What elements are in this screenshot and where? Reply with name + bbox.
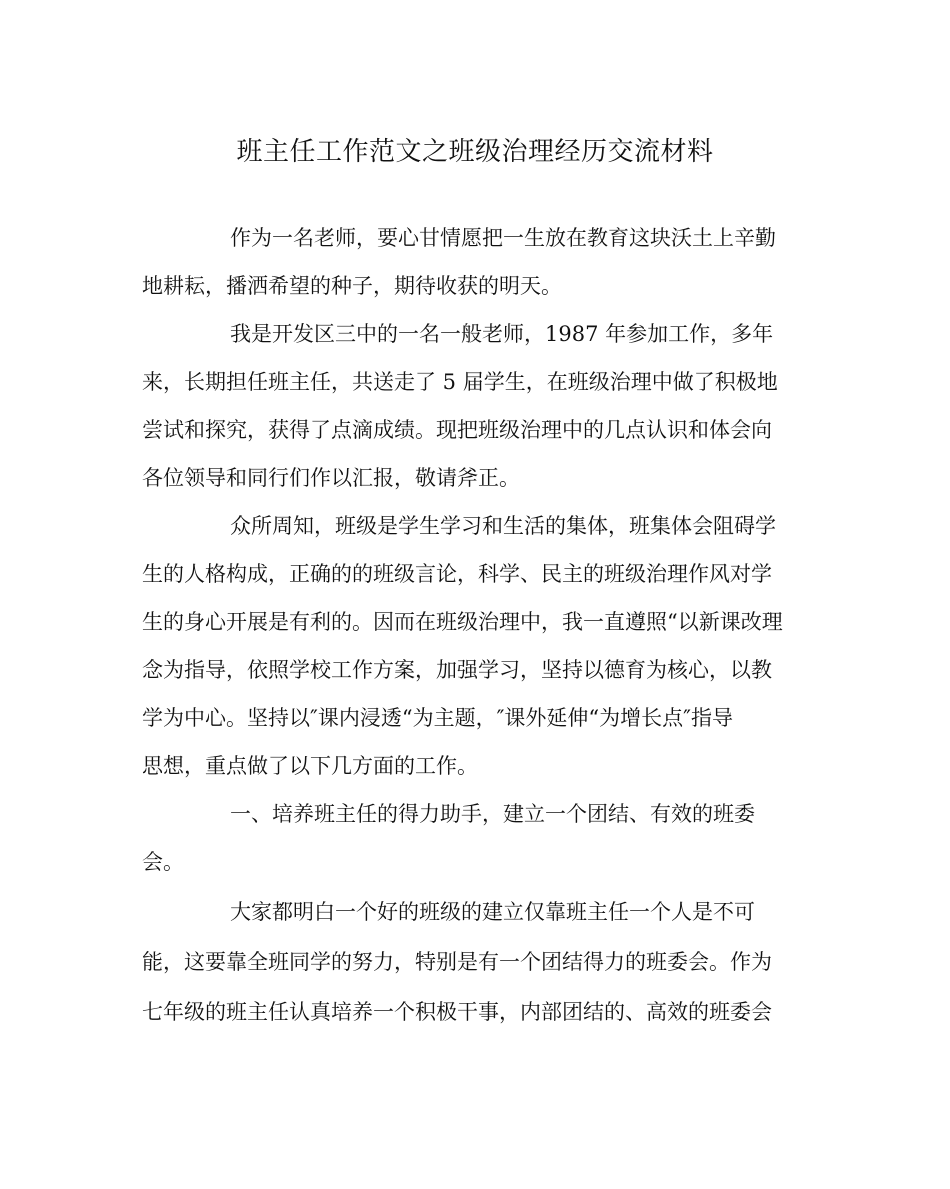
paragraph-line: 七年级的班主任认真培养一个积极干事，内部团结的、高效的班委会 bbox=[142, 1000, 772, 1024]
paragraph-line: 作为一名老师，要心甘情愿把一生放在教育这块沃土上辛勤 bbox=[230, 226, 776, 250]
paragraph-line: 来，长期担任班主任，共送走了 5 届学生，在班级治理中做了积极地 bbox=[142, 370, 778, 394]
paragraph-line: 能，这要靠全班同学的努力，特别是有一个团结得力的班委会。作为 bbox=[142, 950, 772, 974]
section-heading-line: 会。 bbox=[142, 850, 184, 874]
paragraph-line: 生的人格构成，正确的的班级言论，科学、民主的班级治理作风对学 bbox=[142, 562, 772, 586]
paragraph-line: 生的身心开展是有利的。因而在班级治理中，我一直遵照“以新课改理 bbox=[142, 610, 783, 634]
paragraph-line: 众所周知，班级是学生学习和生活的集体，班集体会阻碍学 bbox=[230, 514, 776, 538]
paragraph-line: 思想，重点做了以下几方面的工作。 bbox=[142, 754, 478, 778]
document-title: 班主任工作范文之班级治理经历交流材料 bbox=[236, 137, 714, 167]
paragraph-line: 我是开发区三中的一名一般老师，1987 年参加工作，多年 bbox=[230, 322, 774, 346]
paragraph-line: 学为中心。坚持以″课内浸透“为主题，″课外延伸“为增长点″指导 bbox=[142, 706, 734, 730]
paragraph-line: 念为指导，依照学校工作方案，加强学习，坚持以德育为核心，以教 bbox=[142, 658, 772, 682]
section-heading-line: 一、培养班主任的得力助手，建立一个团结、有效的班委 bbox=[230, 802, 755, 826]
paragraph-line: 各位领导和同行们作以汇报，敬请斧正。 bbox=[142, 466, 520, 490]
paragraph-line: 大家都明白一个好的班级的建立仅靠班主任一个人是不可 bbox=[230, 900, 755, 924]
paragraph-line: 地耕耘，播洒希望的种子，期待收获的明天。 bbox=[142, 274, 562, 298]
paragraph-line: 尝试和探究，获得了点滴成绩。现把班级治理中的几点认识和体会向 bbox=[142, 418, 772, 442]
